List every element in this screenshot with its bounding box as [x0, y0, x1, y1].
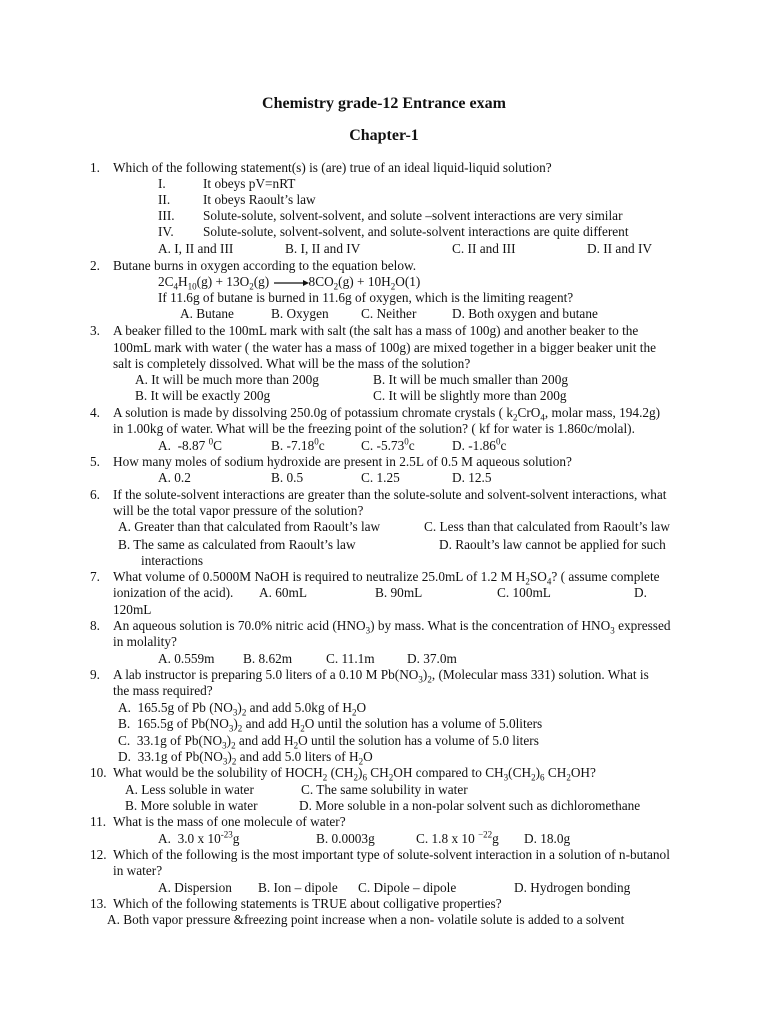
question-line: An aqueous solution is 70.0% nitric acid $(HNO_3)$ by mass. What is the concentration of $HNO_3$ expressed	[113, 618, 671, 636]
question-number: 10.	[90, 765, 107, 780]
option-c: C. The same solubility in water	[301, 782, 468, 797]
question-stem: What is the mass of one molecule of water?	[113, 814, 346, 829]
question-number: 6.	[90, 487, 100, 502]
question-number: 12.	[90, 847, 107, 862]
option-c: C. It will be slightly more than 200g	[373, 388, 567, 403]
option-b: B. I, II and IV	[285, 241, 361, 256]
option-d: D. -1.86$^0$c	[452, 436, 507, 453]
statement-roman: IV.	[158, 224, 174, 239]
option-d: D. 12.5	[452, 470, 492, 485]
question-number: 9.	[90, 667, 100, 682]
option-b: B. More soluble in water	[125, 798, 258, 813]
option-a: A. I, II and III	[158, 241, 234, 256]
option-c: C. Dipole – dipole	[358, 880, 457, 895]
question-stem: Which of the following statements is TRUE about colligative properties?	[113, 896, 502, 911]
option-b: B. 0.5	[271, 470, 304, 485]
option-a: A. Both vapor pressure &freezing point increase when a non- volatile solute is added to a solvent	[107, 912, 625, 927]
question-line: ionization of the acid).	[113, 585, 234, 600]
question-line: in 1.00kg of water. What will be the freezing point of the solution? ( kf for water is 1.860c/molal).	[113, 421, 635, 436]
question-number: 7.	[90, 569, 100, 584]
option-c: C. Less than that calculated from Raoult’s law	[424, 519, 670, 534]
exam-title: Chemistry grade-12 Entrance exam	[262, 95, 506, 112]
question-line: will be the total vapor pressure of the solution?	[113, 503, 364, 518]
question-line: 100mL mark with water ( the water has a mass of 100g) are mixed together in a bigger beaker unit the	[113, 340, 657, 355]
question-number: 4.	[90, 405, 100, 420]
reaction-arrow-icon	[273, 279, 309, 287]
option-d-continued: interactions	[141, 553, 204, 568]
option-d: D. Raoult’s law cannot be applied for such	[439, 537, 666, 552]
option-c: C. 1.25	[361, 470, 400, 485]
option-d: D. Hydrogen bonding	[514, 880, 631, 895]
option-c: C. -5.73$^0$c	[361, 436, 415, 453]
statement-text: Solute-solute, solvent-solvent, and solute –solvent interactions are very similar	[203, 208, 623, 223]
option-d: D. More soluble in a non-polar solvent such as dichloromethane	[299, 798, 641, 813]
option-b: B. It will be much smaller than 200g	[373, 372, 568, 387]
option-c: C. II and III	[452, 241, 516, 256]
question-text: If 11.6g of butane is burned in 11.6g of oxygen, which is the limiting reagent?	[158, 290, 574, 305]
question-line: A lab instructor is preparing 5.0 liters of a 0.10 M $Pb(NO_3)_2$, (Molecular mass 331) solution. What is	[113, 667, 649, 685]
option-d: D. 18.0g	[524, 831, 571, 846]
option-c: C. Neither	[361, 306, 417, 321]
question-number: 2.	[90, 258, 100, 273]
option-c: C. 100mL	[497, 585, 551, 600]
statement-text: It obeys pV=nRT	[203, 176, 296, 191]
option-d: D. II and IV	[587, 241, 652, 256]
question-line: A beaker filled to the 100mL mark with salt (the salt has a mass of 100g) and another beaker to the	[113, 323, 639, 338]
chapter-heading: Chapter-1	[349, 127, 419, 144]
option-a: A. 3.0 x $10^{-23}g$	[158, 829, 240, 846]
option-b: B. The same as calculated from Raoult’s law	[118, 537, 356, 552]
option-b: B. Ion – dipole	[258, 880, 338, 895]
statement-roman: I.	[158, 176, 166, 191]
question-line: in molality?	[113, 634, 177, 649]
option-d: D. Both oxygen and butane	[452, 306, 598, 321]
option-a: A. 0.2	[158, 470, 191, 485]
question-line: salt is completely dissolved. What will be the mass of the solution?	[113, 356, 471, 371]
question-number: 3.	[90, 323, 100, 338]
option-a: A. 0.559m	[158, 651, 215, 666]
statement-roman: II.	[158, 192, 171, 207]
option-d-continued: 120mL	[113, 602, 152, 617]
option-a: A. 60mL	[259, 585, 308, 600]
question-number: 11.	[90, 814, 107, 829]
question-number: 5.	[90, 454, 100, 469]
question-number: 8.	[90, 618, 100, 633]
option-b: B. 0.0003g	[316, 831, 375, 846]
option-a: A. Butane	[180, 306, 234, 321]
question-stem: Butane burns in oxygen according to the equation below.	[113, 258, 417, 273]
option-d: D.	[634, 585, 647, 600]
option-d: D. 37.0m	[407, 651, 457, 666]
option-c: C. 33.1g of $Pb(NO_3)_2$ and add $H_2O$ until the solution has a volume of 5.0 liters	[118, 733, 539, 751]
option-d: D. 33.1g of $Pb(NO_3)_2$ and add 5.0 liters of $H_2O$	[118, 749, 373, 767]
question-line: Which of the following is the most important type of solute-solvent interaction in a solution of n-butanol	[113, 847, 670, 862]
option-b: B. -7.18$^0$c	[271, 436, 325, 453]
option-a: A. Less soluble in water	[125, 782, 254, 797]
option-a: A. It will be much more than 200g	[135, 372, 319, 387]
option-b: B. Oxygen	[271, 306, 329, 321]
equation-products: $8CO_2(g) + 10H_2O(1)$	[308, 274, 421, 292]
option-b: B. It will be exactly 200g	[135, 388, 271, 403]
option-a: A. Greater than that calculated from Raoult’s law	[118, 519, 381, 534]
question-line: What volume of 0.5000M NaOH is required to neutralize 25.0mL of 1.2 M $H_2SO_4$? ( assume complete	[113, 569, 660, 587]
option-a: A. 165.5g of Pb $(NO_3)_2$ and add 5.0kg of $H_2O$	[118, 700, 367, 718]
statement-text: It obeys Raoult’s law	[203, 192, 316, 207]
question-line: A solution is made by dissolving 250.0g of potassium chromate crystals ( $k_2CrO_4$, molar mass, 194.2g)	[113, 405, 661, 423]
option-b: B. 90mL	[375, 585, 423, 600]
option-b: B. 8.62m	[243, 651, 293, 666]
question-stem: What would be the solubility of $HOCH_2$ $(CH_2)_6$ $CH_2OH$ compared to $CH_3(CH_2)_6$ $CH_2OH$?	[113, 765, 596, 783]
option-c: C. 11.1m	[326, 651, 375, 666]
question-stem: How many moles of sodium hydroxide are present in 2.5L of 0.5 M aqueous solution?	[113, 454, 572, 469]
question-line: If the solute-solvent interactions are greater than the solute-solute and solvent-solvent interactions, what	[113, 487, 667, 502]
statement-roman: III.	[158, 208, 175, 223]
question-stem: Which of the following statement(s) is (are) true of an ideal liquid-liquid solution?	[113, 160, 552, 175]
question-line: in water?	[113, 863, 163, 878]
question-number: 1.	[90, 160, 100, 175]
option-c: C. 1.8 x 10 $^{-22}$g	[416, 829, 499, 846]
question-line: the mass required?	[113, 683, 213, 698]
equation-reactants: $2C_4H_{10}(g) + 13O_2(g)$	[158, 274, 270, 292]
option-a: A. -8.87 $^0$C	[158, 436, 222, 453]
option-a: A. Dispersion	[158, 880, 232, 895]
statement-text: Solute-solute, solvent-solvent, and solute-solvent interactions are quite different	[203, 224, 629, 239]
chemical-equation	[158, 274, 420, 290]
question-number: 13.	[90, 896, 107, 911]
option-b: B. 165.5g of $Pb(NO_3)_2$ and add $H_2O$ until the solution has a volume of 5.0liters	[118, 716, 543, 734]
